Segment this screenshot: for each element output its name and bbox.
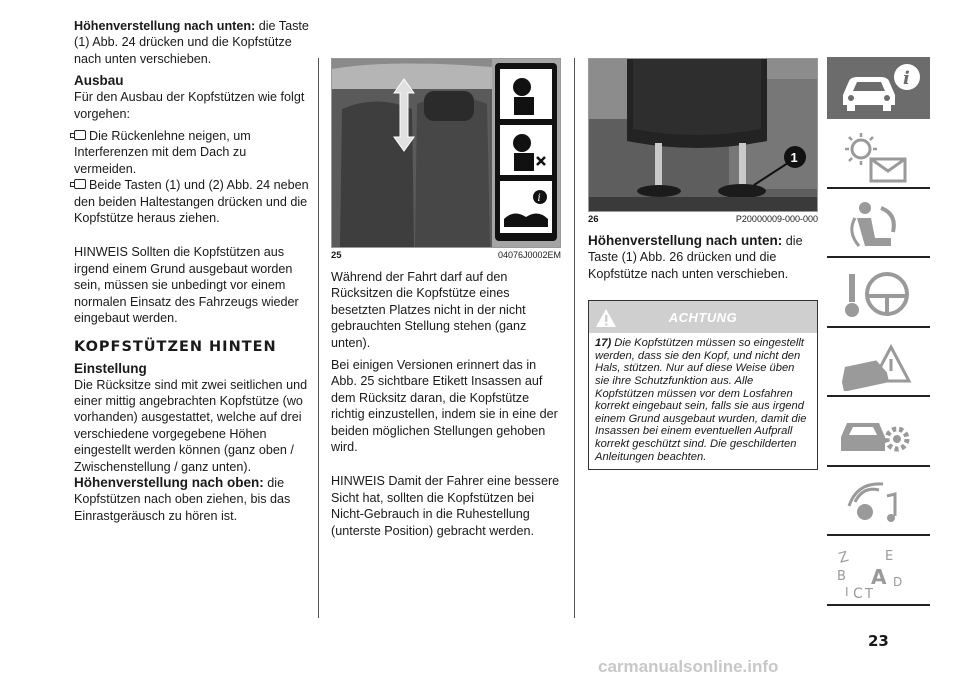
bullet-2: Beide Tasten (1) und (2) Abb. 24 neben den beiden Haltestangen drücken und die Kopfstütze heraus ziehen. <box>74 178 309 226</box>
svg-text:i: i <box>537 193 541 204</box>
figure-code: P20000009-000-000 <box>735 214 818 224</box>
svg-text:Z: Z <box>837 548 851 567</box>
seat-airbag-icon <box>835 198 925 252</box>
warning-title: ACHTUNG <box>668 310 738 326</box>
figure-code: 04076J0002EM <box>497 250 561 260</box>
headrest-button-illustration <box>589 59 818 211</box>
warning-box <box>588 300 818 470</box>
svg-text:D: D <box>893 574 903 589</box>
figure-26-image <box>588 58 818 212</box>
svg-text:C: C <box>853 585 863 600</box>
paragraph-height-down: Höhenverstellung nach unten: die Taste (1) Abb. 24 drücken und die Kopfstütze nach unten verschieben. <box>74 19 309 66</box>
svg-text:I: I <box>845 584 849 599</box>
paragraph-einstellung: Die Rücksitze sind mit zwei seitlichen und einer mittig angebrachten Kopfstütze (wo vorhanden) ausgestattet, welche auf drei verschiedene vorgegebene Höhen eingestellt werden können (ganz oben / Zwischenstellung / ganz unten). <box>74 377 308 474</box>
chapter-sidebar <box>827 57 930 611</box>
warning-text: 17) Die Kopfstützen müssen so eingestellt werden, dass sie den Kopf, und nicht den Hals, stützen. Nur auf diese Weise üben sie ihre Schutzfunktion aus. Alle Kopfstützen müssen vor dem Losfahren korrekt eingebaut sein, falls sie aus irgend einem Grund ausgebaut wurden, damit die Insassen bei einem eventuellen Aufprall korrekt geschützt sind. Die geschilderten Anleitungen beachten. <box>595 337 807 463</box>
index-icon <box>835 546 925 600</box>
paragraph-ausbau: Für den Ausbau der Kopfstützen wie folgt vorgehen: <box>74 90 305 121</box>
figure-25-caption <box>331 250 561 261</box>
svg-text:B: B <box>837 568 846 584</box>
sidebar-item-service[interactable] <box>827 403 930 467</box>
rear-seat-headrest-illustration <box>332 59 561 247</box>
key-steering-icon <box>835 268 925 322</box>
paragraph-driving: Während der Fahrt darf auf den Rücksitzen die Kopfstütze eines besetzten Platzes nicht in der nicht gebrauchten Stellung stehen (ganz unten). <box>331 270 527 350</box>
bullet-1: Die Rückenlehne neigen, um Interferenzen mit dem Dach zu vermeiden. <box>74 129 251 176</box>
sidebar-item-car-info[interactable] <box>827 57 930 119</box>
sidebar-item-multimedia[interactable] <box>827 472 930 536</box>
sidebar-item-index[interactable] <box>827 542 930 606</box>
column-3 <box>588 18 818 470</box>
note-hinweis: HINWEIS Damit der Fahrer eine bessere Sicht hat, sollten die Kopfstützen bei Nicht-Gebrauch in die Ruhestellung (unterste Position) gebracht werden. <box>331 474 560 538</box>
multimedia-icon <box>835 476 925 530</box>
breakdown-icon <box>835 337 925 391</box>
figure-number: 26 <box>588 214 599 225</box>
paragraph-label: Bei einigen Versionen erinnert das in Abb. 25 sichtbare Etikett Insassen auf dem Rücksitz daran, die Kopfstütze richtig einzustellen, indem sie in eine der beiden möglichen Stellungen gehoben wird. <box>331 358 558 455</box>
sidebar-item-emergency[interactable] <box>827 333 930 397</box>
warning-header <box>589 301 817 333</box>
bullet-icon <box>74 179 86 189</box>
column-2 <box>331 18 561 539</box>
figure-number: 25 <box>331 250 342 261</box>
heading-einstellung: Einstellung <box>74 360 147 376</box>
paragraph-height-up: Höhenverstellung nach oben: die Kopfstützen nach oben ziehen, bis das Einrastgeräusch zu hören ist. <box>74 474 291 523</box>
section-title: KOPFSTÜTZEN HINTEN <box>74 338 277 355</box>
svg-text:T: T <box>865 586 873 600</box>
column-divider <box>318 58 319 618</box>
car-info-icon <box>835 61 925 115</box>
car-service-icon <box>835 407 925 461</box>
figure-26-caption <box>588 214 818 225</box>
svg-text:i: i <box>903 68 910 89</box>
column-1 <box>74 18 310 524</box>
svg-text:E: E <box>885 548 894 564</box>
sidebar-item-starting[interactable] <box>827 264 930 328</box>
column-divider <box>574 58 575 618</box>
note-hinweis: HINWEIS Sollten die Kopfstützen aus irgend einem Grund ausgebaut worden sein, müssen sie unbedingt vor einem normalen Einsatz des Fahrzeugs wieder eingebaut werden. <box>74 245 299 326</box>
figure-25-image <box>331 58 561 248</box>
page-number: 23 <box>868 632 889 650</box>
heading-ausbau: Ausbau <box>74 73 124 89</box>
paragraph-height-down: Höhenverstellung nach unten: die Taste (1) Abb. 26 drücken und die Kopfstütze nach unten verschieben. <box>588 233 803 281</box>
sidebar-item-lights[interactable] <box>827 125 930 189</box>
svg-text:A: A <box>871 564 887 589</box>
sidebar-item-safety[interactable] <box>827 194 930 258</box>
lights-warning-icon <box>835 129 925 183</box>
watermark: carmanualsonline.info <box>598 657 779 676</box>
bullet-icon <box>74 130 86 140</box>
callout-1: 1 <box>790 150 798 165</box>
